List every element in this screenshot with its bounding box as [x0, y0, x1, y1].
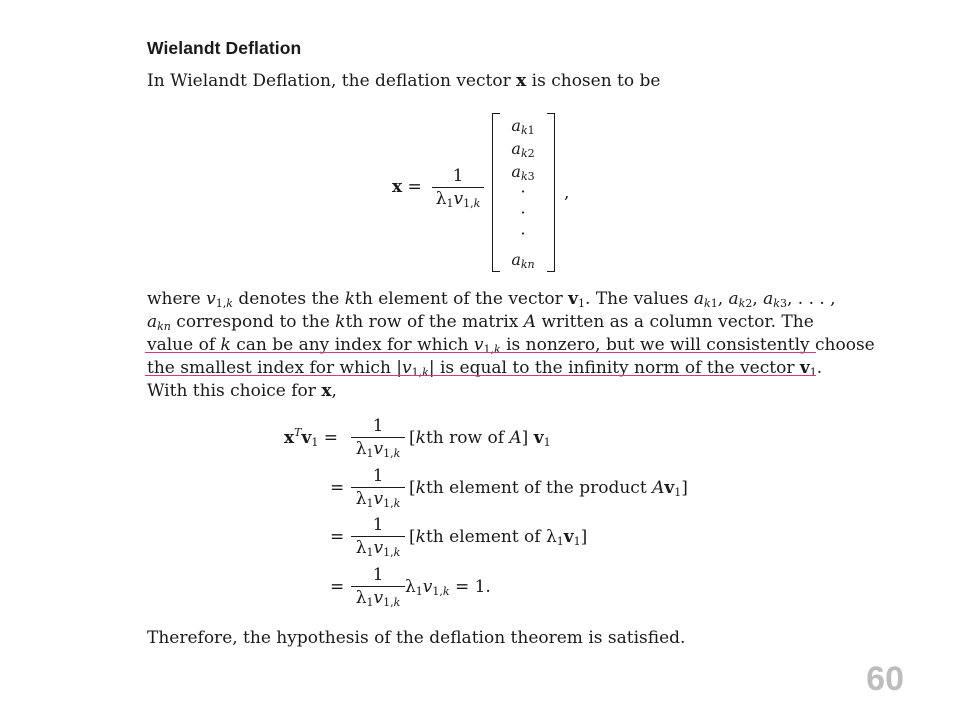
derivation-fraction: 1 $\lambda_1v_{1,k}$: [351, 465, 405, 510]
vector-dot: ·: [520, 203, 526, 222]
vector-entry: $a_{k1}$: [511, 116, 535, 137]
vector-entry: $a_{kn}$: [511, 250, 535, 271]
derivation-step-3: [kth element of $\lambda_1v_1$]: [409, 527, 588, 548]
x-definition-equation: x =: [392, 177, 422, 197]
derivation-step-1: [kth row of A] $v_1$: [409, 428, 551, 449]
derivation-fraction: 1 $\lambda_1v_{1,k}$: [351, 564, 405, 609]
intro-text: In Wielandt Deflation, the deflation vector x is chosen to be: [147, 71, 661, 91]
paragraph-line: where $v_{1,k}$ denotes the kth element of the vector $v_1$. The values $a_{k1}$, $a_{k2}$, $a_{k3}$, . . . ,: [147, 289, 836, 310]
comma: ,: [564, 183, 570, 203]
equals-sign: =: [330, 478, 345, 498]
equals-sign: =: [330, 527, 345, 547]
scalar-fraction: 1 $\lambda_1v_{1,k}$: [432, 165, 484, 210]
section-title: Wielandt Deflation: [147, 38, 302, 58]
right-bracket: [547, 113, 555, 272]
page-number: 60: [866, 660, 904, 698]
vector-dot: ·: [520, 224, 526, 243]
highlight-underline: [145, 375, 816, 376]
paragraph-line: the smallest index for which $|v_{1,k}|$ is equal to the infinity norm of the vector $v_1$.: [147, 358, 823, 379]
derivation-fraction: 1 $\lambda_1v_{1,k}$: [351, 514, 405, 559]
equals-sign: =: [330, 577, 345, 597]
paragraph-line: With this choice for x,: [147, 381, 337, 401]
vector-entry: $a_{k2}$: [511, 139, 535, 160]
left-bracket: [492, 113, 500, 272]
highlight-underline: [145, 352, 816, 353]
conclusion-text: Therefore, the hypothesis of the deflation theorem is satisfied.: [147, 628, 686, 648]
vector-entry: $a_{k3}$: [511, 162, 535, 183]
paragraph-line: $a_{kn}$ correspond to the kth row of the matrix A written as a column vector. The: [147, 312, 814, 333]
paragraph-line: value of k can be any index for which $v_{1,k}$ is nonzero, but we will consistently choose: [147, 335, 875, 356]
explanation-paragraph: [147, 288, 875, 403]
derivation-step-4: $\lambda_1v_{1,k} = 1$.: [405, 577, 491, 598]
derivation-step-2: [kth element of the product $Av_1$]: [409, 478, 688, 499]
vector-dot: ·: [520, 182, 526, 201]
derivation-lhs: $x^Tv_1$ =: [284, 426, 339, 449]
derivation-fraction: 1 $\lambda_1v_{1,k}$: [351, 415, 405, 460]
